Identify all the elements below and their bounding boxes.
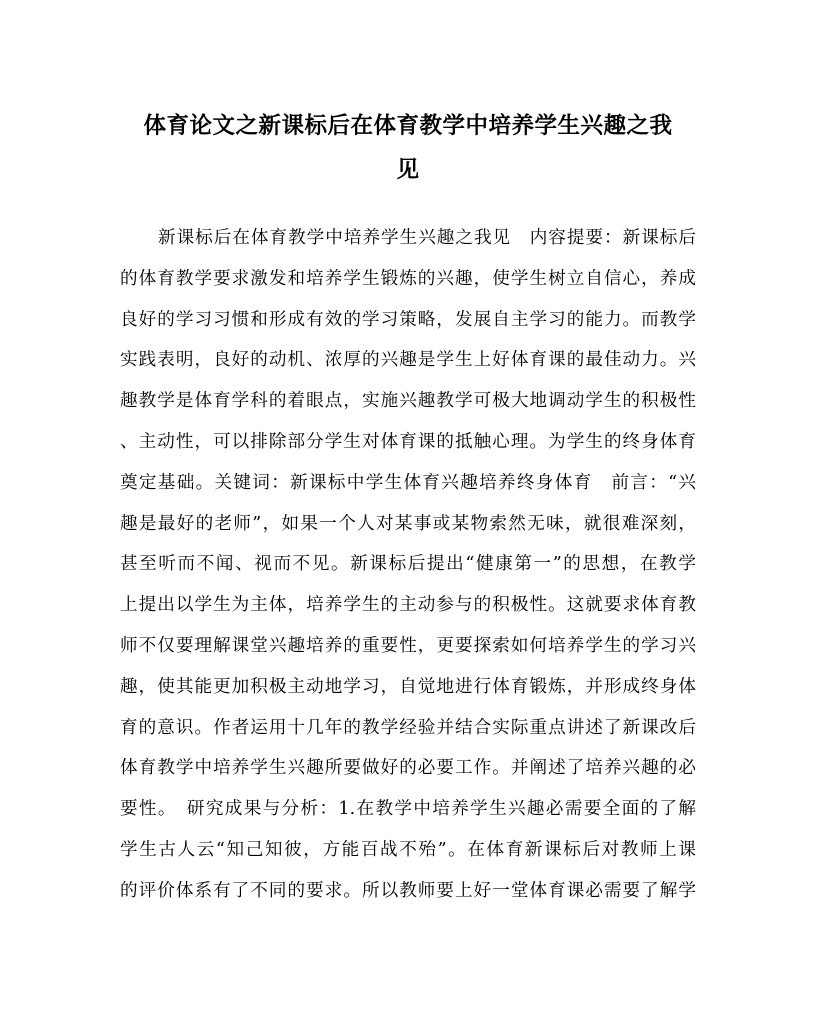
body-line: 的体育教学要求激发和培养学生锻炼的兴趣，使学生树立自信心，养成 — [120, 268, 696, 289]
body-line: 学生古人云“知己知彼，方能百战不殆”。在体育新课标后对教师上课 — [120, 839, 696, 860]
body-line: 的评价体系有了不同的要求。所以教师要上好一堂体育课必需要了解学 — [120, 880, 696, 901]
body-line: 新课标后在体育教学中培养学生兴趣之我见 内容提要：新课标后 — [158, 228, 696, 248]
body-line: 趣，使其能更加积极主动地学习，自觉地进行体育锻炼，并形成终身体 — [120, 676, 696, 697]
title-line-1: 体育论文之新课标后在体育教学中培养学生兴趣之我 — [143, 113, 673, 139]
body-line: 育的意识。作者运用十几年的教学经验并结合实际重点讲述了新课改后 — [120, 717, 696, 738]
body-line: 体育教学中培养学生兴趣所要做好的必要工作。并阐述了培养兴趣的必 — [120, 758, 696, 779]
body-line: 趣教学是体育学科的着眼点，实施兴趣教学可极大地调动学生的积极性 — [120, 391, 696, 412]
body-line: 良好的学习习惯和形成有效的学习策略，发展自主学习的能力。而教学 — [120, 309, 696, 330]
body-line: 要性。 研究成果与分析：1.在教学中培养学生兴趣必需要全面的了解 — [120, 799, 696, 820]
body-line: 奠定基础。关键词：新课标中学生体育兴趣培养终身体育 前言：“兴 — [120, 472, 696, 493]
document-title — [120, 104, 696, 192]
body-line: 、主动性，可以排除部分学生对体育课的抵触心理。为学生的终身体育 — [120, 431, 696, 452]
title-line-2: 见 — [396, 157, 420, 183]
document-body — [120, 223, 696, 917]
body-line: 趣是最好的老师”，如果一个人对某事或某物索然无味，就很难深刻， — [120, 513, 696, 534]
body-line: 上提出以学生为主体，培养学生的主动参与的积极性。这就要求体育教 — [120, 595, 696, 616]
body-line: 师不仅要理解课堂兴趣培养的重要性，更要探索如何培养学生的学习兴 — [120, 635, 696, 656]
body-line: 实践表明，良好的动机、浓厚的兴趣是学生上好体育课的最佳动力。兴 — [120, 350, 696, 371]
body-line: 甚至听而不闻、视而不见。新课标后提出“健康第一”的思想，在教学 — [120, 554, 696, 575]
